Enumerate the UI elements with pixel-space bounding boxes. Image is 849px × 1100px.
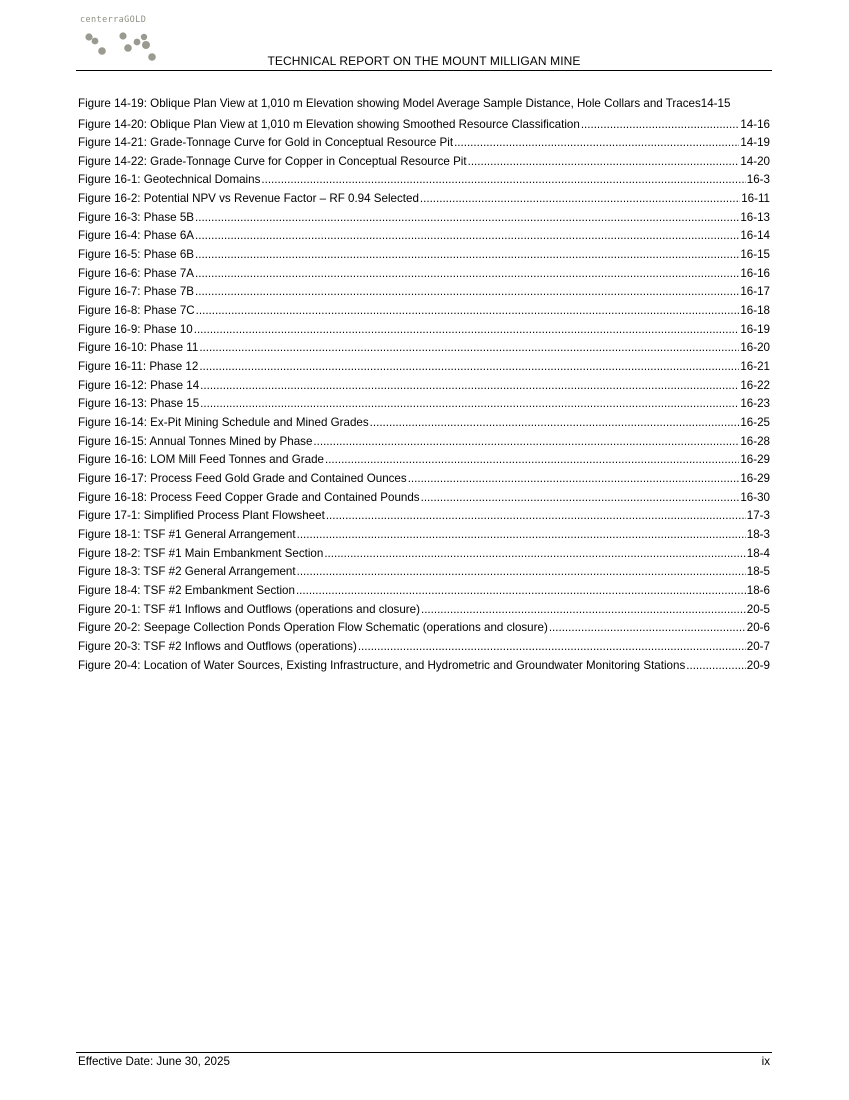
toc-entry[interactable] <box>78 321 770 340</box>
toc-entry-title: Figure 20-1: TSF #1 Inflows and Outflows (operations and closure) <box>78 602 420 616</box>
toc-entry-page: 18-4 <box>746 546 770 560</box>
toc-entry-page: 16-19 <box>740 322 770 336</box>
dot-leader <box>549 619 746 638</box>
toc-entry-title: Figure 16-2: Potential NPV vs Revenue Factor – RF 0.94 Selected <box>78 192 419 206</box>
toc-entry[interactable] <box>78 302 770 321</box>
dot-leader <box>313 433 739 452</box>
toc-entry-title: Figure 16-14: Ex-Pit Mining Schedule and Mined Grades <box>78 416 369 429</box>
toc-entry-page: 18-3 <box>746 527 770 541</box>
toc-entry-page: 16-16 <box>740 266 770 280</box>
dot-leader <box>195 209 739 228</box>
toc-entry[interactable] <box>78 545 770 564</box>
toc-entry-page: 16-25 <box>740 416 770 429</box>
dot-leader <box>296 582 746 601</box>
toc-entry[interactable] <box>78 227 770 246</box>
toc-entry-page: 18-6 <box>746 583 770 597</box>
toc-entry[interactable] <box>78 209 770 228</box>
header-divider <box>76 70 772 71</box>
page-number: ix <box>761 1055 770 1068</box>
dot-leader <box>421 601 746 620</box>
toc-entry-title: Figure 20-2: Seepage Collection Ponds Operation Flow Schematic (operations and closure) <box>78 621 548 635</box>
toc-entry-page: 14-15 <box>700 97 731 110</box>
toc-entry-page: 14-16 <box>740 117 770 131</box>
dot-leader <box>199 339 739 358</box>
toc-entry-page: 16-30 <box>740 490 770 504</box>
toc-entry-page: 16-14 <box>740 229 770 243</box>
toc-entry-title: Figure 18-2: TSF #1 Main Embankment Section <box>78 546 324 560</box>
dot-leader <box>195 265 739 284</box>
toc-entry[interactable] <box>78 507 770 526</box>
dot-leader <box>200 395 739 414</box>
toc-entry-title: Figure 16-16: LOM Mill Feed Tonnes and Grade <box>78 453 324 467</box>
toc-entry-title: Figure 16-3: Phase 5B <box>78 210 195 224</box>
toc-entry[interactable] <box>78 395 770 414</box>
toc-entry-page: 20-9 <box>746 658 770 672</box>
toc-entry-title: Figure 16-4: Phase 6A <box>78 229 195 243</box>
toc-entry-page: 16-28 <box>740 434 770 448</box>
toc-entry[interactable] <box>78 470 770 489</box>
toc-entry[interactable] <box>78 619 770 638</box>
dot-leader <box>200 377 739 396</box>
toc-entry-title: Figure 20-4: Location of Water Sources, Existing Infrastructure, and Hydrometric and Groundwater Monitoring Stations <box>78 658 686 672</box>
toc-entry-title: Figure 17-1: Simplified Process Plant Flowsheet <box>78 509 325 523</box>
toc-entry-page: 16-11 <box>741 192 770 206</box>
toc-entry[interactable] <box>78 377 770 396</box>
dot-leader <box>297 526 746 545</box>
toc-entry-title: Figure 16-12: Phase 14 <box>78 378 200 392</box>
dot-leader <box>297 563 746 582</box>
dot-leader <box>194 321 740 340</box>
toc-entry-title: Figure 20-3: TSF #2 Inflows and Outflows (operations) <box>78 639 357 653</box>
toc-entry[interactable] <box>78 97 770 111</box>
toc-entry[interactable] <box>78 433 770 452</box>
dot-leader <box>325 451 739 470</box>
toc-entry-title: Figure 14-22: Grade-Tonnage Curve for Copper in Conceptual Resource Pit <box>78 154 467 168</box>
toc-entry-page: 20-6 <box>746 621 770 635</box>
dot-leader <box>324 545 745 564</box>
dot-leader <box>261 171 745 190</box>
dot-leader <box>686 657 746 676</box>
toc-entry-page: 20-5 <box>746 602 770 616</box>
dot-leader <box>326 507 746 526</box>
toc-entry[interactable] <box>78 134 770 153</box>
toc-entry[interactable] <box>78 414 770 433</box>
toc-entry-page: 16-20 <box>740 341 770 355</box>
toc-entry-title: Figure 16-6: Phase 7A <box>78 266 195 280</box>
toc-entry[interactable] <box>78 638 770 657</box>
toc-entry-page: 16-22 <box>740 378 770 392</box>
dot-leader <box>195 227 739 246</box>
toc-entry[interactable] <box>78 171 770 190</box>
toc-entry-page: 16-17 <box>740 285 770 299</box>
dot-leader <box>454 134 739 153</box>
toc-entry-title: Figure 18-3: TSF #2 General Arrangement <box>78 565 296 579</box>
toc-entry[interactable] <box>78 190 770 209</box>
toc-entry[interactable] <box>78 265 770 284</box>
toc-entry-title: Figure 16-18: Process Feed Copper Grade and Contained Pounds <box>78 490 420 504</box>
toc-entry[interactable] <box>78 601 770 620</box>
toc-entry-title: Figure 16-11: Phase 12 <box>78 360 199 374</box>
dot-leader <box>358 638 746 657</box>
toc-entry-page: 20-7 <box>746 639 770 653</box>
dot-leader <box>468 153 740 172</box>
dot-leader <box>195 283 739 302</box>
list-of-figures <box>78 97 770 675</box>
toc-entry-title: Figure 14-21: Grade-Tonnage Curve for Gold in Conceptual Resource Pit <box>78 136 454 150</box>
toc-entry-title: Figure 16-5: Phase 6B <box>78 248 195 262</box>
toc-entry[interactable] <box>78 153 770 172</box>
dot-leader <box>199 358 739 377</box>
toc-entry-page: 16-18 <box>740 304 770 318</box>
toc-entry-page: 16-29 <box>740 453 770 467</box>
toc-entry[interactable] <box>78 451 770 470</box>
toc-entry[interactable] <box>78 582 770 601</box>
toc-entry-page: 16-15 <box>740 248 770 262</box>
toc-entry-page: 14-20 <box>740 154 770 168</box>
toc-entry-title: Figure 18-1: TSF #1 General Arrangement <box>78 527 296 541</box>
dot-leader <box>421 489 740 508</box>
effective-date: Effective Date: June 30, 2025 <box>78 1055 230 1068</box>
toc-entry-title: Figure 16-13: Phase 15 <box>78 397 200 411</box>
toc-entry-page: 16-23 <box>740 397 770 411</box>
toc-entry-page: 18-5 <box>746 565 770 579</box>
toc-entry[interactable] <box>78 358 770 377</box>
toc-entry-title: Figure 16-9: Phase 10 <box>78 322 193 336</box>
toc-entry[interactable] <box>78 489 770 508</box>
toc-entry-page: 16-13 <box>740 210 770 224</box>
toc-entry-title: Figure 16-17: Process Feed Gold Grade and Contained Ounces <box>78 471 407 485</box>
toc-entry-title: Figure 16-15: Annual Tonnes Mined by Phase <box>78 434 313 448</box>
toc-entry[interactable] <box>78 339 770 358</box>
toc-entry-title: Figure 16-10: Phase 11 <box>78 341 199 355</box>
footer-divider <box>76 1052 772 1053</box>
toc-entry[interactable] <box>78 563 770 582</box>
toc-entry[interactable] <box>78 246 770 265</box>
toc-entry-title: Figure 14-20: Oblique Plan View at 1,010 m Elevation showing Smoothed Resource Classification <box>78 117 580 131</box>
dot-leader <box>370 414 740 433</box>
toc-entry-title: Figure 18-4: TSF #2 Embankment Section <box>78 583 295 597</box>
toc-entry-title: Figure 16-1: Geotechnical Domains <box>78 173 261 187</box>
report-title: TECHNICAL REPORT ON THE MOUNT MILLIGAN MINE <box>267 54 581 68</box>
toc-entry-page: 16-29 <box>740 471 770 485</box>
dot-leader <box>195 246 739 265</box>
toc-entry-page: 14-19 <box>740 136 770 150</box>
toc-entry-title: Figure 16-8: Phase 7C <box>78 304 195 318</box>
toc-entry[interactable] <box>78 283 770 302</box>
dot-leader <box>420 190 740 209</box>
toc-entry[interactable] <box>78 657 770 676</box>
dot-leader <box>408 470 740 489</box>
dot-leader <box>196 302 740 321</box>
dot-leader <box>581 116 740 135</box>
toc-entry[interactable] <box>78 116 770 135</box>
toc-entry-title: Figure 16-7: Phase 7B <box>78 285 195 299</box>
toc-entry-page: 17-3 <box>746 509 770 523</box>
toc-entry-title: Figure 14-19: Oblique Plan View at 1,010 m Elevation showing Model Average Sample Distance, Hole Collars and Traces <box>78 97 701 110</box>
logo-wordmark: centerraGOLD <box>80 15 147 25</box>
toc-entry[interactable] <box>78 526 770 545</box>
toc-entry-page: 16-21 <box>740 360 770 374</box>
toc-entry-page: 16-3 <box>746 173 770 187</box>
